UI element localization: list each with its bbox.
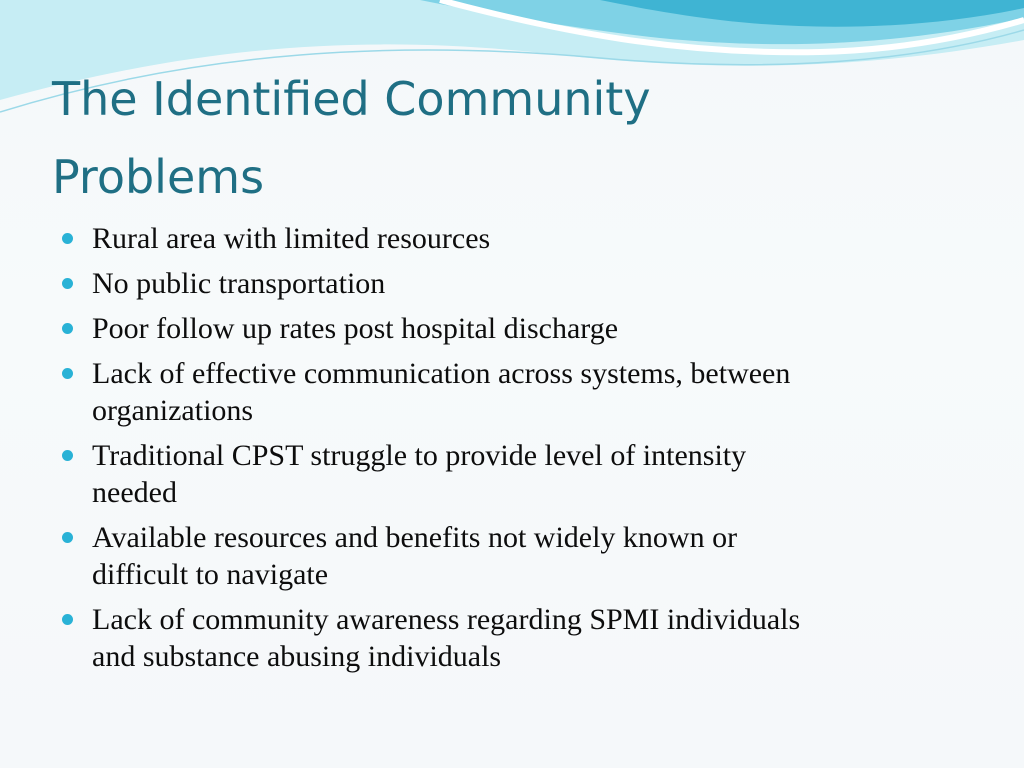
bullet-item-rural-area [62, 220, 962, 257]
bullet-text: No public transportation [92, 267, 386, 300]
bullet-list [62, 220, 962, 683]
bullet-item-resources-benefits [62, 519, 962, 593]
bullet-dot-icon [62, 368, 73, 379]
bullet-dot-icon [62, 532, 73, 543]
bullet-text: Poor follow up rates post hospital discharge [92, 312, 619, 345]
title-line-1: The Identified Community [52, 72, 651, 126]
bullet-dot-icon [62, 614, 73, 625]
bullet-item-follow-up-rates [62, 310, 962, 347]
bullet-text-line-2: needed [92, 476, 177, 509]
bullet-item-communication [62, 355, 962, 429]
bullet-dot-icon [62, 450, 73, 461]
bullet-text-line-2: and substance abusing individuals [92, 640, 502, 673]
slide-title [52, 60, 952, 216]
title-line-2: Problems [52, 150, 265, 204]
bullet-text-line-2: difficult to navigate [92, 558, 329, 591]
bullet-text-line-1: Available resources and benefits not widely known or [92, 521, 738, 554]
bullet-item-cpst-intensity [62, 437, 962, 511]
bullet-dot-icon [62, 323, 73, 334]
bullet-text-line-1: Lack of effective communication across systems, between [92, 357, 791, 390]
bullet-item-community-awareness [62, 601, 962, 675]
bullet-text: Rural area with limited resources [92, 222, 491, 255]
bullet-dot-icon [62, 233, 73, 244]
bullet-text-line-1: Traditional CPST struggle to provide level of intensity [92, 439, 747, 472]
bullet-text-line-2: organizations [92, 394, 254, 427]
bullet-item-transportation [62, 265, 962, 302]
bullet-text-line-1: Lack of community awareness regarding SPMI individuals [92, 603, 801, 636]
bullet-dot-icon [62, 278, 73, 289]
